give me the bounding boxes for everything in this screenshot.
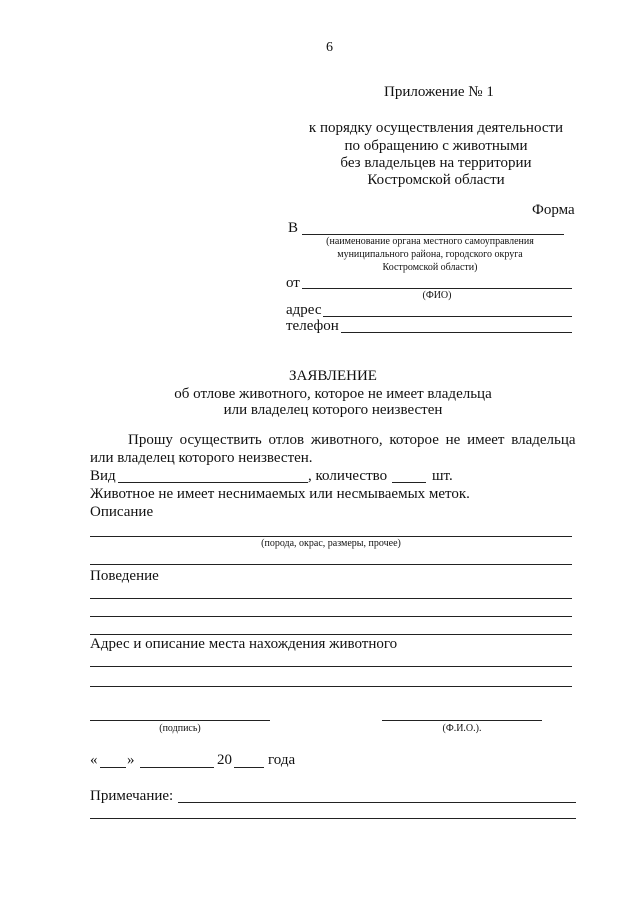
statement-subtitle-1: об отлове животного, которое не имеет владельца [174, 386, 492, 402]
note-line-2 [90, 818, 576, 819]
form-label: Форма [532, 202, 575, 218]
phone-line [341, 332, 572, 333]
statement-title: ЗАЯВЛЕНИЕ [289, 368, 377, 384]
page-number: 6 [326, 40, 333, 55]
behavior-line-1 [90, 598, 572, 599]
to-line [302, 234, 564, 235]
behavior-line-2 [90, 616, 572, 617]
appendix-line-1: к порядку осуществления деятельности [308, 120, 564, 136]
to-prefix: В [288, 220, 299, 236]
vid-label: Вид [90, 468, 116, 484]
from-caption: (ФИО) [422, 290, 452, 301]
date-open-quote: « [90, 752, 98, 768]
fio-caption: (Ф.И.О.). [442, 723, 482, 734]
location-line-1 [90, 666, 572, 667]
date-year-suffix: года [268, 752, 296, 768]
phone-label: телефон [286, 318, 339, 334]
date-month-line [140, 767, 214, 768]
request-line-1: Прошу осуществить отлов животного, которое не имеет владельца [128, 432, 576, 448]
date-year-line [234, 767, 264, 768]
request-line-2: или владелец которого неизвестен. [90, 450, 313, 466]
signature-line [90, 720, 270, 721]
description-label: Описание [90, 504, 154, 520]
description-caption: (порода, окрас, размеры, прочее) [261, 538, 401, 549]
vid-line [118, 482, 308, 483]
to-caption-2: муниципального района, городского округа [337, 249, 523, 260]
description-line-1 [90, 536, 572, 537]
signature-caption: (подпись) [159, 723, 201, 734]
to-caption-3: Костромской области) [382, 262, 478, 273]
note-line-1 [178, 802, 576, 803]
behavior-line-3 [90, 634, 572, 635]
from-prefix: от [286, 275, 300, 291]
from-line [302, 288, 572, 289]
date-day-line [100, 767, 126, 768]
statement-subtitle-2: или владелец которого неизвестен [223, 402, 443, 418]
location-label: Адрес и описание места нахождения животного [90, 636, 398, 652]
appendix-line-2: по обращению с животными [344, 138, 528, 154]
address-line [323, 316, 572, 317]
appendix-title: Приложение № 1 [384, 84, 494, 100]
appendix-line-3: без владельцев на территории [340, 155, 532, 171]
to-caption-1: (наименование органа местного самоуправления [326, 236, 534, 247]
no-marks-text: Животное не имеет неснимаемых или несмываемых меток. [90, 486, 470, 502]
date-close-quote: » [127, 752, 135, 768]
location-line-2 [90, 686, 572, 687]
description-line-2 [90, 564, 572, 565]
note-label: Примечание: [90, 788, 174, 804]
behavior-label: Поведение [90, 568, 159, 584]
address-label: адрес [286, 302, 322, 318]
date-year-prefix: 20 [217, 752, 232, 768]
quantity-label: , количество [308, 468, 388, 484]
quantity-line [392, 482, 426, 483]
appendix-line-4: Костромской области [367, 172, 505, 188]
fio-line [382, 720, 542, 721]
unit-label: шт. [432, 468, 453, 484]
